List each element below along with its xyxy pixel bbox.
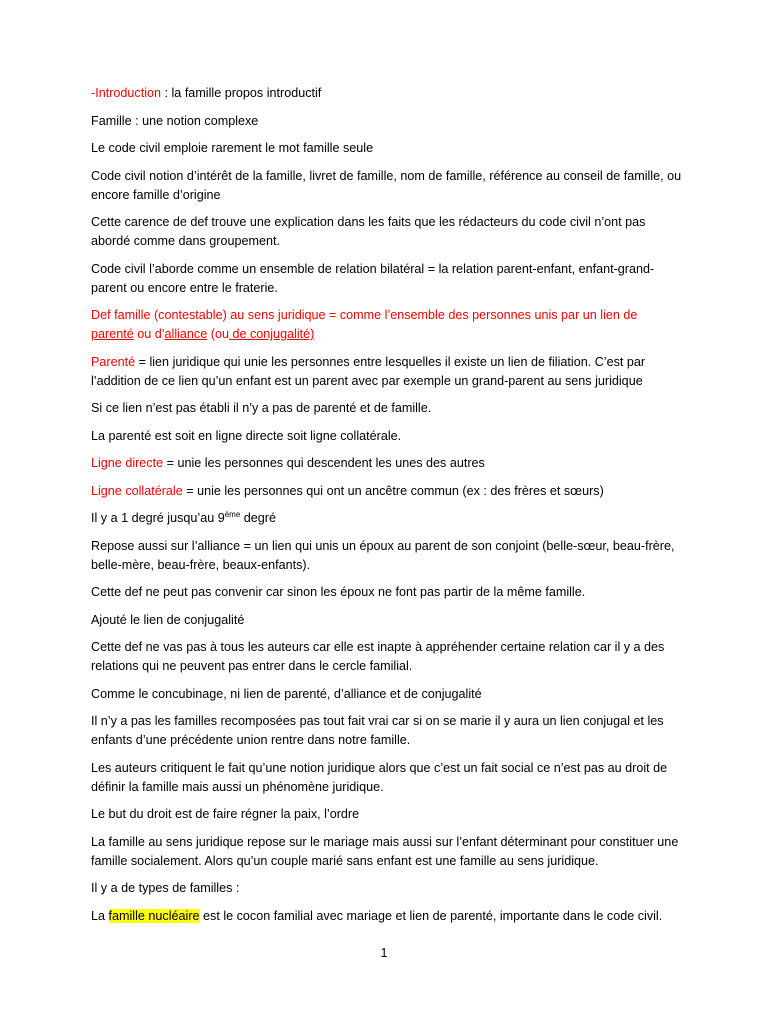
paragraph-but: Le but du droit est de faire régner la paix, l’ordre [91, 807, 360, 821]
def-conjugalite: de conjugalité) [228, 327, 315, 341]
degre-after: degré [240, 511, 277, 525]
intro-text: : la famille propos introductif [161, 86, 322, 100]
def-part2: ou d’ [133, 327, 165, 341]
paragraph-inapte: Cette def ne vas pas à tous les auteurs car elle est inapte à appréhender certaine relation car il y a des relations qui ne peuvent pas entrer dans le cercle familial. [91, 640, 665, 673]
paragraph-ligne: La parenté est soit en ligne directe soit ligne collatérale. [91, 428, 402, 443]
paragraph-concubinage: Comme le concubinage, ni lien de parenté, d’alliance et de conjugalité [91, 686, 482, 701]
definition-famille [91, 306, 683, 344]
paragraph-bilateral: Code civil l’aborde comme un ensemble de relation bilatéral = la relation parent-enfant, enfant-grand-parent ou encore entre le fraterie. [91, 261, 655, 295]
paragraph-auteurs: Les auteurs critiquent le fait qu’une notion juridique alors que c’est un fait social ce n’est pas au droit de définir la famille mais aussi un phénomène juridique. [91, 760, 668, 794]
paragraph-nucleaire [91, 907, 683, 926]
paragraph-ligne-collaterale [91, 482, 683, 501]
paragraph-code-notion: Code civil notion d’intérêt de la famille, livret de famille, nom de famille, référence au conseil de famille, ou encore famille d’origine [91, 168, 682, 202]
paragraph-notion: Famille : une notion complexe [91, 113, 259, 128]
paragraph-convenir: Cette def ne peut pas convenir car sinon les époux ne font pas partir de la même famille. [91, 585, 586, 599]
paragraph-degre [91, 509, 683, 528]
ligne-collaterale-definition: = unie les personnes qui ont un ancêtre commun (ex : des frères et sœurs) [182, 483, 604, 498]
paragraph-mariage: La famille au sens juridique repose sur le mariage mais aussi sur l’enfant déterminant pour constituer une famille socialement. Alors qu’un couple marié sans enfant est une famille au sens juridique. [91, 834, 679, 868]
paragraph-si-lien: Si ce lien n’est pas établi il n’y a pas de parenté et de famille. [91, 401, 432, 415]
nucleaire-after: est le cocon familial avec mariage et lien de parenté, importante dans le code civil. [199, 908, 663, 923]
paragraph-carence: Cette carence de def trouve une explication dans les faits que les rédacteurs du code civil n’ont pas abordé comme dans groupement. [91, 215, 646, 248]
paragraph-parente [91, 353, 683, 391]
degre-before: Il y a 1 degré jusqu’au 9 [91, 511, 225, 525]
def-part1: Def famille (contestable) au sens juridique = comme l’ensemble des personnes unis par un lien de [91, 308, 638, 322]
def-alliance: alliance [164, 327, 208, 341]
term-famille-nucleaire: famille nucléaire [108, 908, 200, 923]
degre-superscript: ème [224, 510, 241, 519]
ligne-directe-definition: = unie les personnes qui descendent les unes des autres [163, 456, 485, 470]
intro-label: -Introduction [91, 86, 162, 100]
term-ligne-collaterale: Ligne collatérale [91, 483, 183, 498]
intro-paragraph [91, 84, 683, 103]
paragraph-ligne-directe [91, 454, 683, 473]
def-parente: parenté [91, 327, 134, 341]
paragraph-recomposees: Il n’y a pas les familles recomposées pas tout fait vrai car si on se marie il y aura un lien conjugal et les enfants d’une précédente union rentre dans notre famille. [91, 714, 664, 747]
page-number: 1 [380, 946, 388, 960]
nucleaire-before: La [91, 908, 109, 923]
term-parente: Parenté [91, 354, 136, 369]
term-ligne-directe: Ligne directe [91, 456, 164, 470]
paragraph-code-rare: Le code civil emploie rarement le mot famille seule [91, 141, 374, 155]
paragraph-types: Il y a de types de familles : [91, 881, 240, 895]
def-part3: (ou [207, 327, 229, 341]
paragraph-alliance: Repose aussi sur l’alliance = un lien qui unis un époux au parent de son conjoint (belle-sœur, beau-frère, belle-mère, beau-frère, beaux-enfants). [91, 538, 675, 572]
parente-definition: = lien juridique qui unie les personnes entre lesquelles il existe un lien de filiation. C’est par l’addition de ce lien qu’un enfant est un parent avec par exemple un grand-parent au sens juridique [91, 354, 646, 388]
document-body [91, 84, 683, 934]
paragraph-ajoute: Ajouté le lien de conjugalité [91, 612, 245, 627]
